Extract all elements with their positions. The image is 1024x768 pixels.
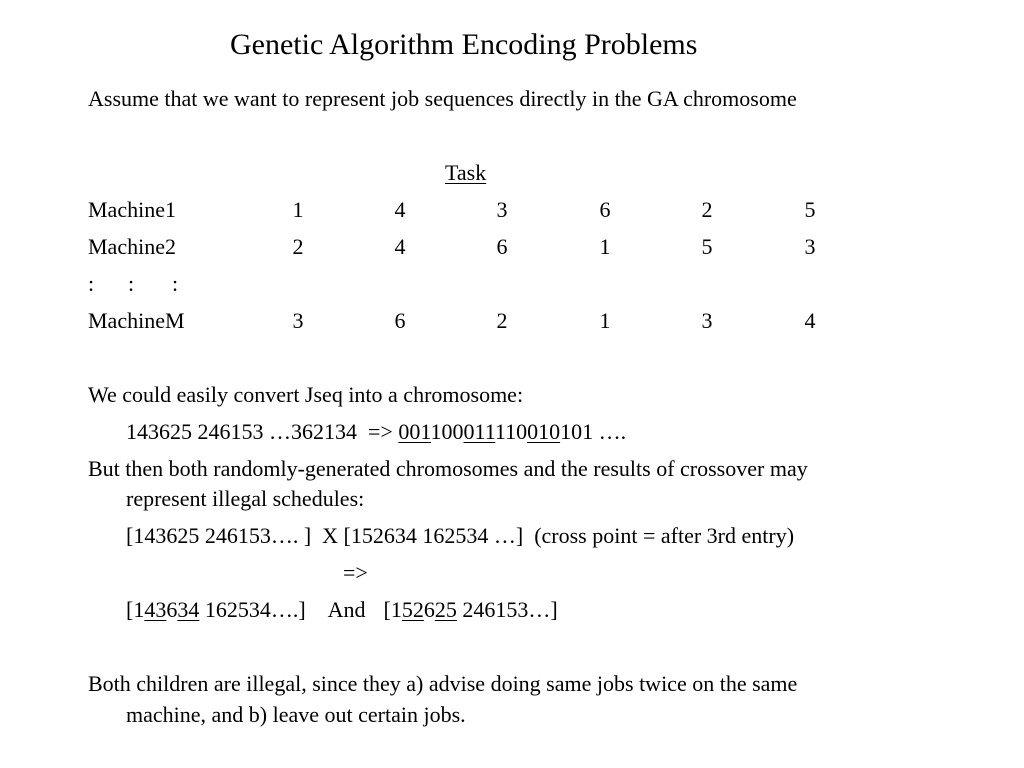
ellipsis-colon: : (172, 271, 179, 296)
conversion-suffix: …. (593, 419, 627, 444)
table-cell: 2 (701, 197, 713, 222)
table-cell: 2 (292, 234, 304, 259)
table-cell: 1 (599, 234, 611, 259)
child1-chunk: 6 (166, 597, 178, 622)
child2-chunk: 25 (434, 597, 457, 622)
table-cell: 3 (804, 234, 816, 259)
child1-chunk: 34 (177, 597, 200, 622)
child2-chunk: 52 (401, 597, 424, 622)
task-header: Task (445, 160, 487, 185)
table-row-label: Machine1 (88, 197, 176, 222)
table-cell: 6 (394, 308, 406, 333)
conclusion-line1: Both children are illegal, since they a) advise doing same jobs twice on the same (88, 671, 798, 696)
convert-text: We could easily convert Jseq into a chromosome: (88, 382, 524, 407)
children-line (126, 599, 558, 621)
child1-chunk: [1 (126, 597, 145, 622)
ellipsis-colon: : (88, 271, 95, 296)
table-cell: 4 (394, 234, 406, 259)
child2-chunk: 6 (423, 597, 435, 622)
table-cell: 6 (496, 234, 508, 259)
binary-chunk: 010 (527, 419, 561, 444)
binary-chunk: 001 (398, 419, 431, 444)
table-cell: 3 (292, 308, 304, 333)
table-cell: 3 (496, 197, 508, 222)
child2-chunk: [1 (383, 597, 402, 622)
table-cell: 1 (292, 197, 304, 222)
table-row-label: MachineM (88, 308, 185, 333)
binary-chunk: 100 (430, 419, 464, 444)
table-cell: 5 (804, 197, 816, 222)
table-cell: 3 (701, 308, 713, 333)
conclusion-line2: machine, and b) leave out certain jobs. (126, 702, 466, 727)
table-row-label: Machine2 (88, 234, 176, 259)
crossover-example: [143625 246153…. ] X [152634 162534 …] (cross point = after 3rd entry) (126, 523, 795, 548)
binary-chunk: 011 (463, 419, 496, 444)
arrow-text: => (343, 560, 368, 585)
conversion-example (126, 421, 626, 443)
slide-title: Genetic Algorithm Encoding Problems (230, 28, 698, 61)
table-cell: 2 (496, 308, 508, 333)
illegal-text-line2: represent illegal schedules: (126, 486, 365, 511)
and-text: And (327, 597, 366, 622)
child1-chunk: 43 (144, 597, 167, 622)
binary-chunk: 110 (495, 419, 528, 444)
table-cell: 4 (804, 308, 816, 333)
child2-chunk: 246153…] (456, 597, 558, 622)
table-cell: 1 (599, 308, 611, 333)
table-cell: 6 (599, 197, 611, 222)
conversion-prefix: 143625 246153 …362134 => (126, 419, 399, 444)
table-cell: 5 (701, 234, 713, 259)
intro-text: Assume that we want to represent job sequences directly in the GA chromosome (88, 86, 797, 111)
table-cell: 4 (394, 197, 406, 222)
child1-chunk: 162534….] (199, 597, 306, 622)
illegal-text-line1: But then both randomly-generated chromosomes and the results of crossover may (88, 456, 808, 481)
ellipsis-colon: : (128, 271, 135, 296)
binary-chunk: 101 (560, 419, 594, 444)
